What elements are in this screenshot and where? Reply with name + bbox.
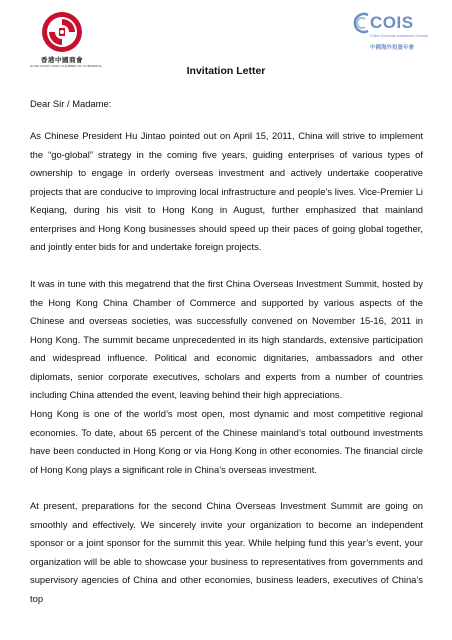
cois-subtitle-english: China Overseas Investment Summit [370, 34, 428, 38]
chamber-emblem-icon [40, 10, 84, 54]
cois-mark-icon [350, 12, 370, 34]
cois-subtitle-chinese: 中國海外投資年會 [370, 45, 415, 51]
letter-salutation: Dear Sir / Madame: [30, 98, 112, 109]
chamber-english-name: HONG KONG CHINA CHAMBER OF COMMERCE [30, 64, 102, 68]
letter-paragraph: It was in tune with this megatrend that the first China Overseas Investment Summit, hosted by the Hong Kong China Chamber of Commerce and supported by various aspects of the Chinese and overseas societies, was successfully convened on November 15-16, 2011 in Hong Kong. The summit became unprecedented in its high standards, extensive participation and widespread influence. Political and economic dignitaries, ambassadors and other diplomats, senior corporate executives, scholars and experts from a number of countries including China attended the event, leaving behind their high appreciations. [30, 278, 423, 400]
cois-logo [350, 12, 430, 62]
letter-paragraph: As Chinese President Hu Jintao pointed out on April 15, 2011, China will strive to implement the “go-global” strategy in the coming five years, guiding enterprises of various types of ownership to engage in orderly overseas investment and actively undertake cooperative projects that are conducive to improving local infrastructure and people’s lives. Vice-Premier Li Keqiang, during his visit to Hong Kong in August, further emphasized that mainland enterprises and Hong Kong businesses should speed up their paces of going global together, and jointly enter bids for and undertake foreign projects. [30, 130, 423, 252]
cois-wordmark: COIS [370, 13, 414, 32]
chamber-chinese-name: 香港中國商會 [41, 57, 83, 64]
letter-paragraph: Hong Kong is one of the world’s most open, most dynamic and most competitive regional economies. To date, about 65 percent of the Chinese mainland’s total outbound investments have been conducted in Hong Kong or via Hong Kong in other economies. The financial circle of Hong Kong plays a significant role in China’s overseas investment. [30, 408, 423, 475]
letter-title: Invitation Letter [186, 65, 266, 77]
letter-paragraph: At present, preparations for the second China Overseas Investment Summit are going on smoothly and effectively. We sincerely invite your organization to become an independent sponsor or a joint sponsor for the summit this year. While helping fund this year’s event, your organization will be able to showcase your business to representatives from governments and supervisory agencies of China and other economies, business leaders, executives of China’s top [30, 500, 423, 604]
